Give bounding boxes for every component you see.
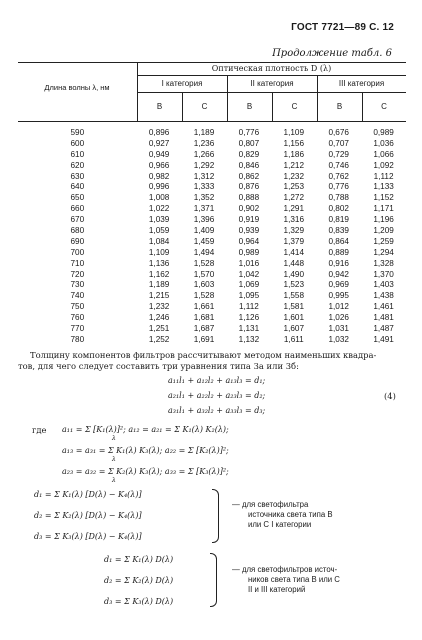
cell-density: 0,942 — [328, 269, 349, 279]
cell-density: 0,989 — [373, 128, 394, 137]
cell-density: 1,196 — [373, 215, 394, 225]
cell-wavelength: 640 — [70, 182, 85, 192]
table-row — [18, 204, 406, 215]
table-row — [18, 237, 406, 248]
cell-density: 1,066 — [373, 149, 394, 159]
header-subcol: C — [201, 102, 208, 111]
cell-density: 1,246 — [148, 313, 170, 323]
cell-density: 0,949 — [148, 149, 170, 159]
cell-density: 1,396 — [193, 215, 215, 225]
table-row — [18, 172, 406, 183]
cell-density: 0,876 — [238, 182, 260, 192]
cell-density: 1,523 — [283, 280, 305, 290]
cell-density: 1,133 — [373, 182, 394, 192]
cell-density: 1,681 — [193, 313, 215, 323]
header-subcol: C — [291, 102, 298, 111]
cell-wavelength: 610 — [70, 149, 85, 159]
cell-density: 1,253 — [283, 182, 305, 192]
table-row — [18, 291, 406, 302]
cell-wavelength: 680 — [70, 226, 85, 236]
cell-density: 1,328 — [373, 258, 394, 268]
cell-wavelength: 660 — [70, 204, 85, 214]
cell-density: 0,889 — [328, 247, 349, 257]
cell-density: 1,611 — [283, 334, 304, 344]
cell-density: 1,570 — [193, 269, 215, 279]
cell-density: 1,448 — [283, 258, 305, 268]
cell-wavelength: 750 — [70, 302, 85, 312]
equation: a₁₁l₁ + a₁₂l₂ + a₁₃l₃ = d₁; — [168, 376, 266, 385]
equation-number: (4) — [384, 391, 396, 401]
cell-density: 0,896 — [148, 128, 170, 137]
cell-density: 1,252 — [148, 334, 170, 344]
cell-wavelength: 630 — [70, 171, 85, 181]
note-category-1 — [232, 500, 333, 530]
table-header-bottom-rule — [18, 121, 406, 122]
cell-density: 1,189 — [193, 128, 215, 137]
sum-index: λ — [112, 435, 116, 442]
cell-density: 0,939 — [238, 226, 260, 236]
d-definition: d₁ = Σ K₁(λ) D(λ) — [104, 555, 174, 564]
coefficient-definition: a₁₁ = Σ [K₁(λ)]²; a₁₂ = a₂₁ = Σ K₁(λ) K₂(λ); — [62, 425, 229, 434]
cell-density: 0,746 — [328, 160, 349, 170]
cell-density: 1,022 — [148, 204, 170, 214]
cell-density: 1,581 — [283, 302, 305, 312]
cell-density: 1,370 — [373, 269, 394, 279]
d-definition: d₃ = Σ K₃(λ) D(λ) — [104, 597, 174, 606]
cell-density: 1,490 — [283, 269, 305, 279]
cell-density: 1,016 — [238, 258, 260, 268]
cell-density: 1,059 — [148, 226, 170, 236]
header-subcol: B — [156, 102, 163, 111]
cell-density: 0,969 — [328, 280, 349, 290]
cell-density: 1,236 — [193, 138, 215, 148]
cell-density: 1,026 — [328, 313, 349, 323]
cell-density: 1,092 — [373, 160, 394, 170]
table-row — [18, 182, 406, 193]
cell-density: 0,964 — [238, 236, 260, 246]
cell-density: 1,491 — [373, 334, 394, 344]
cell-density: 0,996 — [148, 182, 170, 192]
cell-density: 1,012 — [328, 302, 349, 312]
cell-density: 0,864 — [328, 236, 349, 246]
brace — [212, 489, 219, 543]
cell-density: 1,131 — [238, 324, 260, 334]
cell-density: 1,266 — [193, 149, 215, 159]
cell-density: 0,788 — [328, 193, 349, 203]
cell-density: 1,152 — [373, 193, 394, 203]
cell-density: 1,481 — [373, 313, 394, 323]
cell-density: 1,487 — [373, 324, 394, 334]
cell-density: 0,966 — [148, 160, 170, 170]
note-line: источника света типа B — [248, 510, 333, 519]
cell-density: 0,707 — [328, 138, 349, 148]
table-row — [18, 248, 406, 259]
cell-wavelength: 730 — [70, 280, 85, 290]
note-line: ников света типа B или C — [248, 575, 340, 584]
cell-density: 1,215 — [148, 291, 170, 301]
cell-density: 1,607 — [283, 324, 305, 334]
note-line: — для светофильтров источ- — [232, 565, 338, 574]
cell-density: 1,132 — [238, 334, 260, 344]
cell-density: 1,292 — [193, 160, 215, 170]
d-definition: d₃ = Σ K₃(λ) [D(λ) − K₄(λ)] — [34, 532, 142, 541]
cell-density: 0,916 — [328, 258, 349, 268]
cell-density: 1,109 — [148, 247, 170, 257]
cell-wavelength: 780 — [70, 334, 85, 344]
cell-density: 1,189 — [148, 280, 170, 290]
cell-density: 1,352 — [193, 193, 215, 203]
cell-density: 0,776 — [328, 182, 349, 192]
cell-density: 1,126 — [238, 313, 260, 323]
cell-density: 0,762 — [328, 171, 349, 181]
cell-density: 1,294 — [373, 247, 394, 257]
cell-density: 1,494 — [193, 247, 215, 257]
coefficient-definition: a₂₃ = a₃₂ = Σ K₂(λ) K₃(λ); a₃₃ = Σ [K₃(λ)]²; — [62, 467, 229, 476]
table-row — [18, 226, 406, 237]
cell-density: 0,919 — [238, 215, 260, 225]
cell-density: 0,927 — [148, 138, 170, 148]
d-definition: d₁ = Σ K₁(λ) [D(λ) − K₄(λ)] — [34, 490, 142, 499]
equation: a₂₁l₁ + a₂₂l₂ + a₂₃l₃ = d₂; — [168, 391, 266, 400]
cell-density: 1,039 — [148, 215, 170, 225]
cell-wavelength: 600 — [70, 138, 85, 148]
table-row — [18, 280, 406, 291]
cell-density: 1,312 — [193, 171, 215, 181]
cell-density: 1,603 — [193, 280, 215, 290]
cell-wavelength: 770 — [70, 324, 85, 334]
cell-density: 1,329 — [283, 226, 305, 236]
cell-wavelength: 720 — [70, 269, 85, 279]
cell-density: 1,371 — [193, 204, 215, 214]
cell-wavelength: 620 — [70, 160, 85, 170]
cell-density: 1,136 — [148, 258, 170, 268]
note-line: II и III категорий — [248, 585, 306, 594]
cell-density: 1,459 — [193, 236, 215, 246]
cell-density: 1,558 — [283, 291, 305, 301]
cell-density: 1,209 — [373, 226, 394, 236]
cell-wavelength: 700 — [70, 247, 85, 257]
paragraph-line: Толщину компонентов фильтров рассчитывают методом наименьших квадра- — [30, 350, 377, 360]
cell-density: 1,212 — [283, 160, 305, 170]
cell-wavelength: 590 — [70, 128, 85, 137]
cell-density: 1,112 — [238, 302, 259, 312]
cell-density: 1,084 — [148, 236, 170, 246]
cell-density: 1,403 — [373, 280, 394, 290]
header-optical-density: Оптическая плотность D (λ) — [211, 64, 332, 73]
cell-density: 1,112 — [373, 171, 394, 181]
table-header-rule-1 — [137, 75, 406, 76]
cell-density: 1,461 — [373, 302, 394, 312]
cell-wavelength: 740 — [70, 291, 85, 301]
note-categories-2-3 — [232, 565, 340, 595]
table-row — [18, 335, 406, 346]
cell-density: 1,171 — [373, 204, 394, 214]
cell-density: 1,156 — [283, 138, 305, 148]
cell-density: 1,259 — [373, 236, 394, 246]
header-subcol: B — [246, 102, 253, 111]
cell-density: 0,846 — [238, 160, 260, 170]
header-wavelength: Длина волны λ, нм — [44, 83, 110, 92]
cell-density: 1,036 — [373, 138, 394, 148]
table-row — [18, 193, 406, 204]
table-row — [18, 259, 406, 270]
where-label: где — [32, 425, 47, 435]
cell-density: 0,995 — [328, 291, 349, 301]
cell-density: 0,982 — [148, 171, 170, 181]
table-body — [18, 128, 406, 346]
cell-density: 1,661 — [193, 302, 215, 312]
cell-density: 1,333 — [193, 182, 215, 192]
cell-density: 1,032 — [328, 334, 349, 344]
header-category-1: I категория — [161, 79, 203, 88]
cell-density: 0,888 — [238, 193, 260, 203]
cell-density: 1,031 — [328, 324, 349, 334]
cell-density: 1,109 — [283, 128, 305, 137]
note-line: или C I категории — [248, 520, 312, 529]
cell-density: 1,232 — [283, 171, 305, 181]
cell-density: 0,989 — [238, 247, 260, 257]
table-row — [18, 139, 406, 150]
cell-density: 0,862 — [238, 171, 260, 181]
sum-index: λ — [112, 477, 116, 484]
table-row — [18, 215, 406, 226]
cell-density: 1,528 — [193, 258, 215, 268]
cell-density: 0,839 — [328, 226, 349, 236]
sum-index: λ — [112, 456, 116, 463]
coefficient-definition: a₁₃ = a₃₁ = Σ K₁(λ) K₃(λ); a₂₂ = Σ [K₂(λ)]²; — [62, 446, 229, 455]
header-subcol: C — [381, 102, 387, 111]
cell-wavelength: 650 — [70, 193, 85, 203]
cell-density: 1,232 — [148, 302, 170, 312]
table-row — [18, 270, 406, 281]
table-row — [18, 128, 406, 139]
header-subcol: B — [336, 102, 343, 111]
table-top-rule — [18, 62, 406, 63]
table-row — [18, 313, 406, 324]
cell-density: 0,819 — [328, 215, 349, 225]
cell-density: 1,409 — [193, 226, 215, 236]
cell-density: 1,042 — [238, 269, 260, 279]
brace — [210, 553, 217, 607]
cell-density: 1,601 — [283, 313, 305, 323]
table-row — [18, 161, 406, 172]
cell-density: 0,676 — [328, 128, 349, 137]
cell-density: 1,186 — [283, 149, 305, 159]
cell-density: 1,438 — [373, 291, 394, 301]
cell-wavelength: 690 — [70, 236, 85, 246]
note-line: — для светофильтра — [232, 500, 309, 509]
cell-density: 1,162 — [148, 269, 170, 279]
table-row — [18, 302, 406, 313]
header-category-2: II категория — [250, 79, 294, 88]
header-category-3: III категория — [338, 79, 385, 88]
cell-density: 0,776 — [238, 128, 260, 137]
table-row — [18, 150, 406, 161]
cell-density: 1,069 — [238, 280, 260, 290]
table-continuation-label: Продолжение табл. 6 — [272, 48, 392, 59]
page-header: ГОСТ 7721—89 С. 12 — [291, 22, 394, 33]
cell-wavelength: 710 — [70, 258, 85, 268]
paragraph-line: тов, для чего следует составить три уравнения типа 3а или 3б: — [18, 361, 299, 371]
cell-density: 0,902 — [238, 204, 260, 214]
cell-density: 1,414 — [283, 247, 305, 257]
cell-density: 1,291 — [283, 204, 305, 214]
cell-wavelength: 670 — [70, 215, 85, 225]
cell-density: 1,528 — [193, 291, 215, 301]
cell-density: 0,829 — [238, 149, 260, 159]
cell-wavelength: 760 — [70, 313, 85, 323]
cell-density: 0,802 — [328, 204, 349, 214]
cell-density: 1,691 — [193, 334, 215, 344]
cell-density: 0,807 — [238, 138, 260, 148]
equation: a₃₁l₁ + a₃₂l₂ + a₃₃l₃ = d₃; — [168, 406, 266, 415]
cell-density: 1,095 — [238, 291, 260, 301]
cell-density: 1,251 — [148, 324, 170, 334]
cell-density: 1,316 — [283, 215, 305, 225]
d-definition: d₂ = Σ K₂(λ) [D(λ) − K₄(λ)] — [34, 511, 142, 520]
cell-density: 1,687 — [193, 324, 215, 334]
cell-density: 1,272 — [283, 193, 305, 203]
cell-density: 1,008 — [148, 193, 170, 203]
table-row — [18, 324, 406, 335]
cell-density: 0,729 — [328, 149, 349, 159]
d-definition: d₂ = Σ K₂(λ) D(λ) — [104, 576, 174, 585]
cell-density: 1,379 — [283, 236, 305, 246]
